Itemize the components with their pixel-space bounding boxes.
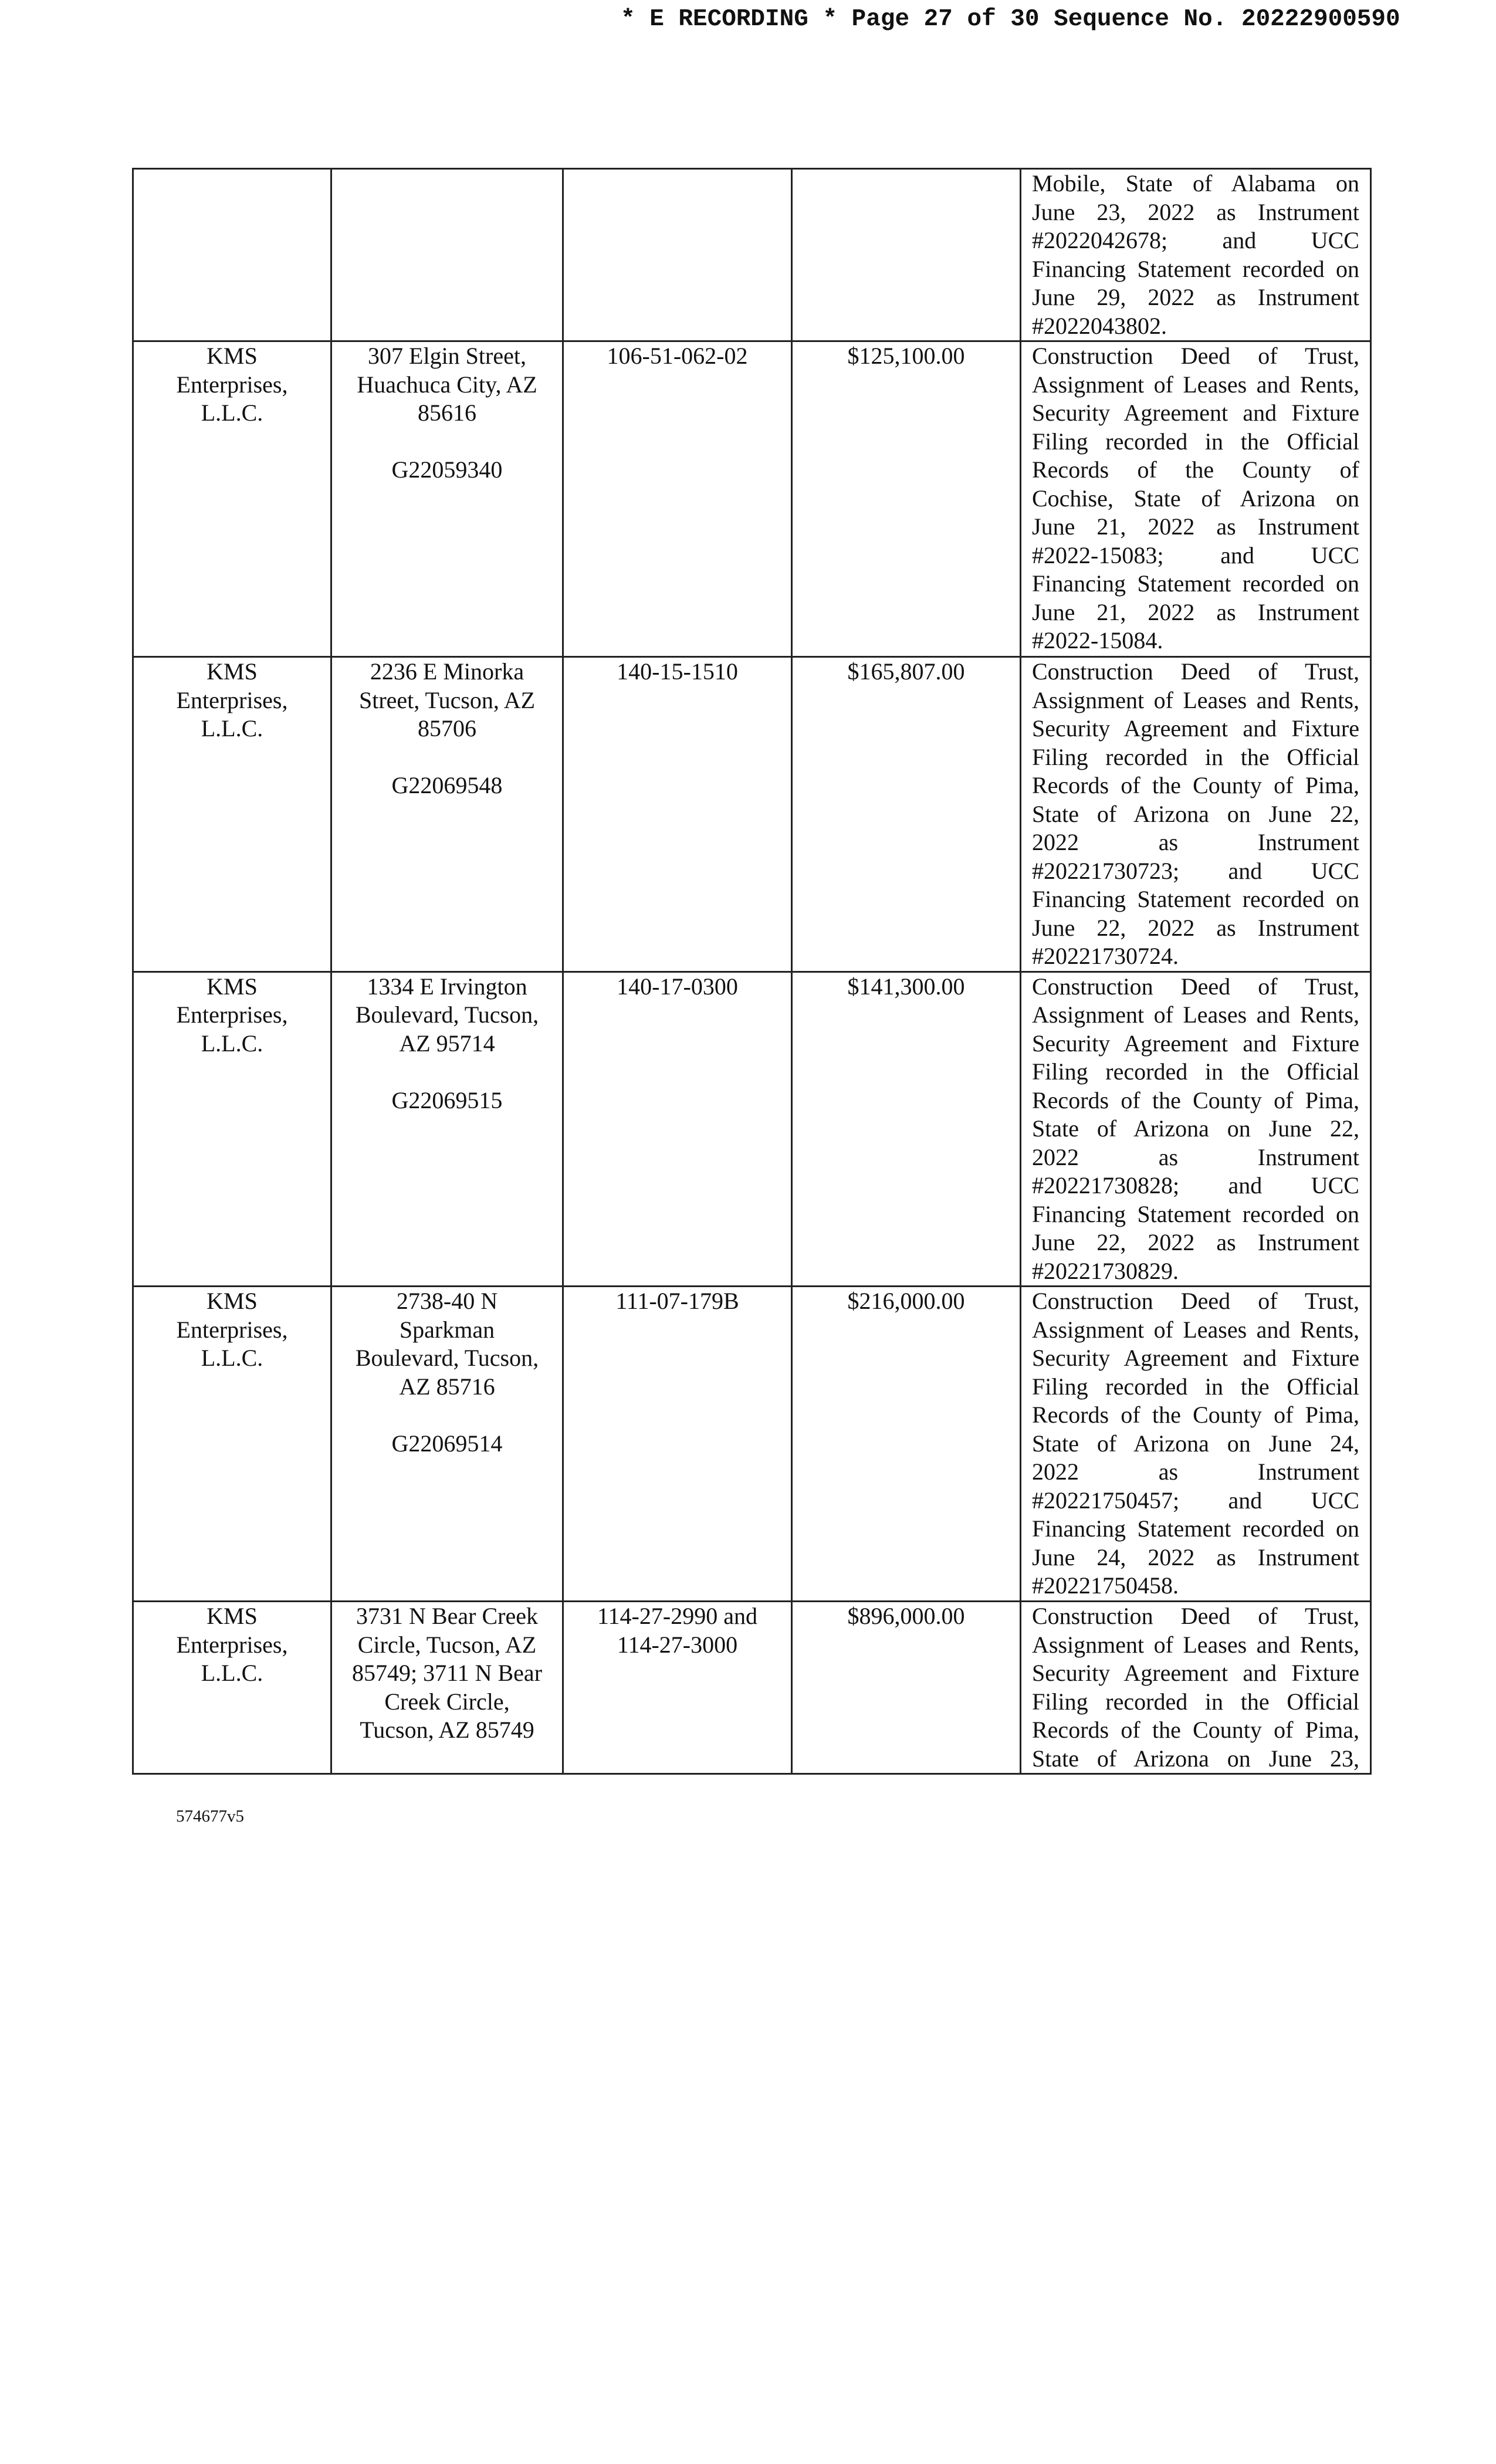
parcel-cell <box>563 972 792 1287</box>
description-line: Assignment of Leases and Rents, <box>1032 1631 1359 1658</box>
description-line: #20221730724. <box>1032 943 1179 969</box>
cell-line: KMS <box>207 658 258 685</box>
cell-line: 140-17-0300 <box>617 973 738 1000</box>
description-cell <box>1021 1287 1371 1602</box>
amount-value: $125,100.00 <box>847 343 965 369</box>
table-row <box>133 341 1371 657</box>
parcel-cell <box>563 657 792 972</box>
cell-line: 2236 E Minorka <box>370 658 524 685</box>
cell-line: 140-15-1510 <box>617 658 738 685</box>
description-line: Assignment of Leases and Rents, <box>1032 1001 1359 1028</box>
description-line: #20221750458. <box>1032 1572 1179 1599</box>
spacer <box>343 1058 551 1087</box>
cell-line: Enterprises, <box>176 686 288 713</box>
address-cell <box>331 657 563 972</box>
table-row <box>133 657 1371 972</box>
cell-line: KMS <box>207 1603 258 1629</box>
description-line: June 24, 2022 as Instrument <box>1032 1544 1359 1571</box>
recording-header: * E RECORDING * Page 27 of 30 Sequence No. 20222900590 <box>621 6 1400 33</box>
cell-line: Circle, Tucson, AZ <box>357 1631 537 1658</box>
description-line: June 21, 2022 as Instrument <box>1032 598 1359 625</box>
description-line: Construction Deed of Trust, <box>1032 973 1359 1000</box>
table-row <box>133 1602 1371 1774</box>
description-line: Records of the County of Pima, <box>1032 1087 1359 1113</box>
parcel-cell <box>563 1602 792 1774</box>
amount-cell <box>792 341 1021 657</box>
description-line: Filing recorded in the Official <box>1032 743 1359 770</box>
records-table-body <box>133 169 1371 1774</box>
description-line: Security Agreement and Fixture <box>1032 715 1359 742</box>
cell-line: 114-27-2990 and <box>597 1603 757 1629</box>
cell-line: Enterprises, <box>176 371 288 398</box>
description-line: June 22, 2022 as Instrument <box>1032 1229 1359 1255</box>
cell-line: L.L.C. <box>201 400 263 426</box>
description-line: Records of the County of Pima, <box>1032 1402 1359 1428</box>
document-id: 574677v5 <box>176 1807 244 1826</box>
description-cell <box>1021 657 1371 972</box>
entity-cell <box>133 972 331 1287</box>
description-line: Financing Statement recorded on <box>1032 255 1359 282</box>
description-line: Financing Statement recorded on <box>1032 570 1359 597</box>
description-line: Security Agreement and Fixture <box>1032 1030 1359 1057</box>
description-line: #2022-15084. <box>1032 627 1163 654</box>
property-code: G22069548 <box>391 772 503 798</box>
description-line: 2022 as Instrument <box>1032 1143 1359 1170</box>
entity-cell <box>133 657 331 972</box>
address-cell <box>331 1287 563 1602</box>
property-code: G22059340 <box>391 456 503 483</box>
description-line: 2022 as Instrument <box>1032 829 1359 855</box>
description-line: Records of the County of <box>1032 456 1359 483</box>
cell-line: 85616 <box>418 400 476 426</box>
description-line: Financing Statement recorded on <box>1032 1200 1359 1227</box>
description-line: Construction Deed of Trust, <box>1032 343 1359 369</box>
cell-line: Enterprises, <box>176 1001 288 1028</box>
entity-cell <box>133 341 331 657</box>
entity-cell <box>133 1287 331 1602</box>
cell-line: L.L.C. <box>201 1660 263 1686</box>
amount-cell <box>792 169 1021 341</box>
description-line: Security Agreement and Fixture <box>1032 1345 1359 1371</box>
cell-line: Tucson, AZ 85749 <box>360 1717 534 1743</box>
description-line: Records of the County of Pima, <box>1032 772 1359 798</box>
description-line: #2022042678; and UCC <box>1032 227 1359 253</box>
parcel-cell <box>563 169 792 341</box>
description-line: Construction Deed of Trust, <box>1032 1288 1359 1314</box>
description-line: Assignment of Leases and Rents, <box>1032 686 1359 713</box>
address-cell <box>331 169 563 341</box>
description-line: Security Agreement and Fixture <box>1032 400 1359 426</box>
cell-line: AZ 85716 <box>399 1373 495 1400</box>
description-line: #20221730723; and UCC <box>1032 857 1359 884</box>
description-line: Filing recorded in the Official <box>1032 1373 1359 1400</box>
description-line: Construction Deed of Trust, <box>1032 658 1359 685</box>
cell-line: 106-51-062-02 <box>607 343 748 369</box>
description-line: #2022043802. <box>1032 312 1167 339</box>
property-code: G22069514 <box>391 1430 503 1457</box>
amount-cell <box>792 1287 1021 1602</box>
cell-line: Huachuca City, AZ <box>357 371 537 398</box>
cell-line: 85749; 3711 N Bear <box>351 1660 543 1686</box>
description-line: Records of the County of Pima, <box>1032 1717 1359 1743</box>
description-line: Assignment of Leases and Rents, <box>1032 1316 1359 1343</box>
description-line: Filing recorded in the Official <box>1032 1058 1359 1085</box>
entity-cell <box>133 1602 331 1774</box>
cell-line: L.L.C. <box>201 1345 263 1371</box>
cell-line: Boulevard, Tucson, <box>355 1001 539 1028</box>
description-line: June 29, 2022 as Instrument <box>1032 284 1359 310</box>
description-line: Assignment of Leases and Rents, <box>1032 371 1359 398</box>
cell-line: KMS <box>207 343 258 369</box>
cell-line: Boulevard, Tucson, <box>355 1345 539 1371</box>
amount-value: $141,300.00 <box>847 973 965 1000</box>
table-row <box>133 1287 1371 1602</box>
description-line: 2022 as Instrument <box>1032 1458 1359 1485</box>
cell-line: KMS <box>207 973 258 1000</box>
description-line: State of Arizona on June 22, <box>1032 800 1359 827</box>
table-row <box>133 972 1371 1287</box>
cell-line: 85706 <box>418 715 476 742</box>
description-cell <box>1021 169 1371 341</box>
description-line: #20221750457; and UCC <box>1032 1487 1359 1514</box>
cell-line: AZ 95714 <box>399 1030 495 1057</box>
spacer <box>343 428 551 456</box>
description-line: Mobile, State of Alabama on <box>1032 170 1359 197</box>
cell-line: 1334 E Irvington <box>367 973 527 1000</box>
cell-line: 114-27-3000 <box>617 1631 738 1658</box>
amount-value: $165,807.00 <box>847 658 965 685</box>
cell-line: 307 Elgin Street, <box>368 343 526 369</box>
amount-cell <box>792 972 1021 1287</box>
parcel-cell <box>563 341 792 657</box>
cell-line: 3731 N Bear Creek <box>356 1603 538 1629</box>
amount-cell <box>792 657 1021 972</box>
amount-value: $216,000.00 <box>847 1288 965 1314</box>
description-line: #20221730828; and UCC <box>1032 1172 1359 1199</box>
description-line: Filing recorded in the Official <box>1032 428 1359 455</box>
amount-cell <box>792 1602 1021 1774</box>
description-line: #20221730829. <box>1032 1257 1179 1284</box>
description-line: Financing Statement recorded on <box>1032 886 1359 912</box>
amount-value: $896,000.00 <box>847 1603 965 1629</box>
cell-line: Creek Circle, <box>384 1688 510 1715</box>
description-line: Filing recorded in the Official <box>1032 1688 1359 1715</box>
description-line: June 21, 2022 as Instrument <box>1032 513 1359 540</box>
cell-line: L.L.C. <box>201 1030 263 1057</box>
parcel-cell <box>563 1287 792 1602</box>
description-line: #2022-15083; and UCC <box>1032 541 1359 568</box>
spacer <box>343 1401 551 1430</box>
description-line: State of Arizona on June 23, <box>1032 1745 1359 1772</box>
description-line: Construction Deed of Trust, <box>1032 1603 1359 1629</box>
description-line: June 22, 2022 as Instrument <box>1032 914 1359 941</box>
description-line: State of Arizona on June 22, <box>1032 1115 1359 1142</box>
description-line: Financing Statement recorded on <box>1032 1515 1359 1542</box>
description-cell <box>1021 341 1371 657</box>
description-line: Cochise, State of Arizona on <box>1032 485 1359 512</box>
property-code: G22069515 <box>391 1087 503 1113</box>
cell-line: 111-07-179B <box>615 1288 739 1314</box>
description-line: Security Agreement and Fixture <box>1032 1660 1359 1686</box>
address-cell <box>331 972 563 1287</box>
cell-line: Street, Tucson, AZ <box>358 686 536 713</box>
table-row <box>133 169 1371 341</box>
records-table <box>132 168 1372 1775</box>
cell-line: L.L.C. <box>201 715 263 742</box>
cell-line: Enterprises, <box>176 1631 288 1658</box>
cell-line: 2738-40 N <box>396 1288 498 1314</box>
cell-line: Enterprises, <box>176 1316 288 1343</box>
description-cell <box>1021 972 1371 1287</box>
description-line: State of Arizona on June 24, <box>1032 1430 1359 1457</box>
address-cell <box>331 1602 563 1774</box>
address-cell <box>331 341 563 657</box>
cell-line: Sparkman <box>399 1316 495 1343</box>
description-cell <box>1021 1602 1371 1774</box>
spacer <box>343 743 551 772</box>
cell-line: KMS <box>207 1288 258 1314</box>
entity-cell <box>133 169 331 341</box>
description-line: June 23, 2022 as Instrument <box>1032 198 1359 225</box>
